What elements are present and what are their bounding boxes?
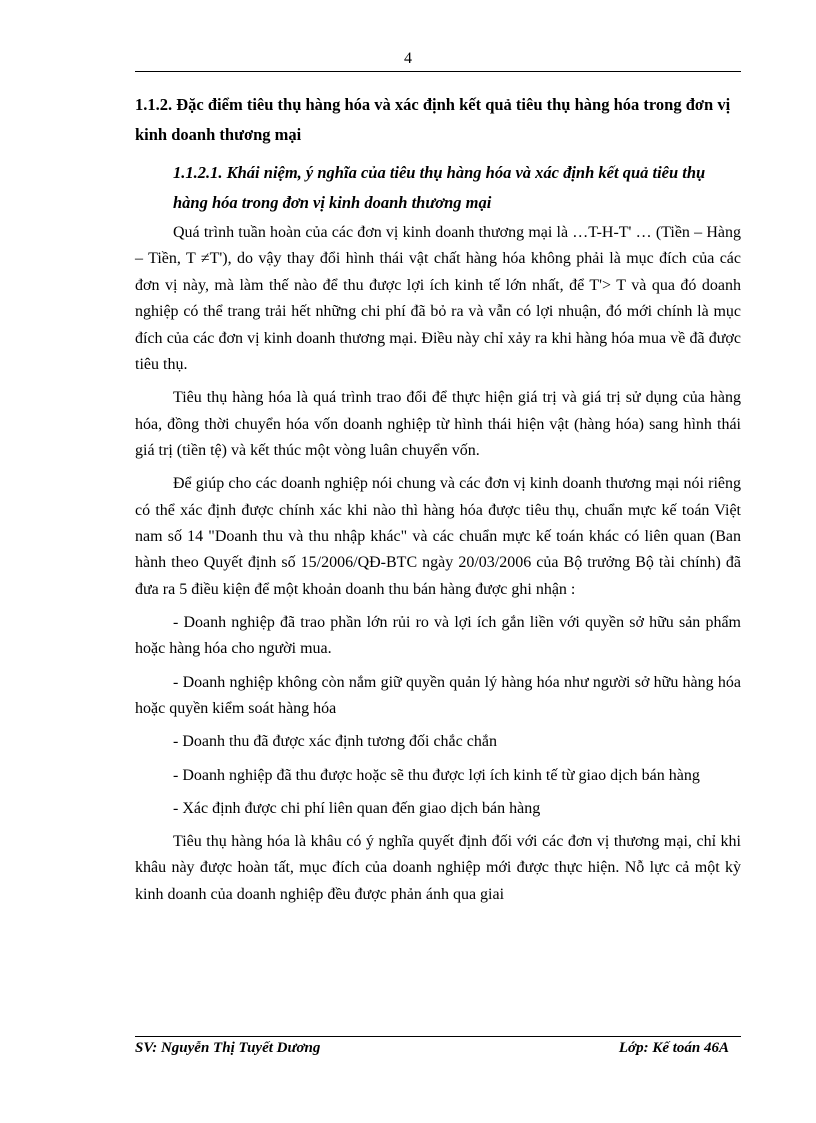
footer-class: Lớp: Kế toán 46A bbox=[618, 1040, 729, 1056]
paragraph-definition: Tiêu thụ hàng hóa là quá trình trao đổi để thực hiện giá trị và giá trị sử dụng của hàng hóa, đồng thời chuyển hóa vốn doanh nghiệp từ hình thái hiện vật (hàng hóa) sang hình thái giá trị (tiền tệ) và kết thúc một vòng luân chuyển vốn. bbox=[135, 389, 741, 460]
header-divider bbox=[135, 71, 741, 72]
condition-item-5: - Xác định được chi phí liên quan đến giao dịch bán hàng bbox=[173, 799, 541, 817]
page-number: 4 bbox=[404, 50, 412, 67]
condition-item-4: - Doanh nghiệp đã thu được hoặc sẽ thu được lợi ích kinh tế từ giao dịch bán hàng bbox=[173, 766, 700, 784]
subsection-heading: 1.1.2.1. Khái niệm, ý nghĩa của tiêu thụ hàng hóa và xác định kết quả tiêu thụ hàng hóa trong đơn vị kinh doanh thương mại bbox=[173, 163, 706, 212]
paragraph-significance: Tiêu thụ hàng hóa là khâu có ý nghĩa quyết định đối với các đơn vị thương mại, chỉ khi khâu này được hoàn tất, mục đích của doanh nghiệp mới được thực hiện. Nỗ lực cả một kỳ kinh doanh của doanh nghiệp đều được phản ánh qua giai bbox=[135, 832, 741, 903]
paragraph-standard: Để giúp cho các doanh nghiệp nói chung và các đơn vị kinh doanh thương mại nói riêng có thể xác định được chính xác khi nào thì hàng hóa được tiêu thụ, chuẩn mực kế toán Việt nam số 14 "Doanh thu và thu nhập khác" và các chuẩn mực kế toán khác có liên quan (Ban hành theo Quyết định số 15/2006/QĐ-BTC ngày 20/03/2006 của Bộ trưởng Bộ tài chính) đã đưa ra 5 điều kiện để một khoản doanh thu bán hàng được ghi nhận : bbox=[135, 475, 741, 598]
footer-student: SV: Nguyễn Thị Tuyết Dương bbox=[135, 1040, 321, 1056]
footer-divider bbox=[135, 1036, 741, 1037]
condition-item-1: - Doanh nghiệp đã trao phần lớn rủi ro và lợi ích gắn liền với quyền sở hữu sản phẩm hoặc hàng hóa cho người mua. bbox=[135, 614, 741, 658]
section-heading: 1.1.2. Đặc điểm tiêu thụ hàng hóa và xác định kết quả tiêu thụ hàng hóa trong đơn vị kinh doanh thương mại bbox=[135, 95, 731, 144]
condition-item-2: - Doanh nghiệp không còn nắm giữ quyền quản lý hàng hóa như người sở hữu hàng hóa hoặc quyền kiểm soát hàng hóa bbox=[135, 673, 741, 718]
condition-item-3: - Doanh thu đã được xác định tương đối chắc chắn bbox=[173, 733, 497, 751]
document-body bbox=[135, 90, 741, 915]
paragraph-circulation: Quá trình tuần hoàn của các đơn vị kinh doanh thương mại là …T-H-T' … (Tiền – Hàng – Tiền, T ≠T'), do vậy thay đổi hình thái vật chất hàng hóa không phải là mục đích của các đơn vị này, mà làm thế nào để thu được lợi ích kinh tế lớn nhất, để T'> T và qua đó doanh nghiệp có thể trang trải hết những chi phí đã bỏ ra và vẫn có lợi nhuận, đó mới chính là mục đích của các đơn vị kinh doanh thương mại. Điều này chỉ xảy ra khi hàng hóa mua về đã được tiêu thụ. bbox=[135, 224, 741, 374]
